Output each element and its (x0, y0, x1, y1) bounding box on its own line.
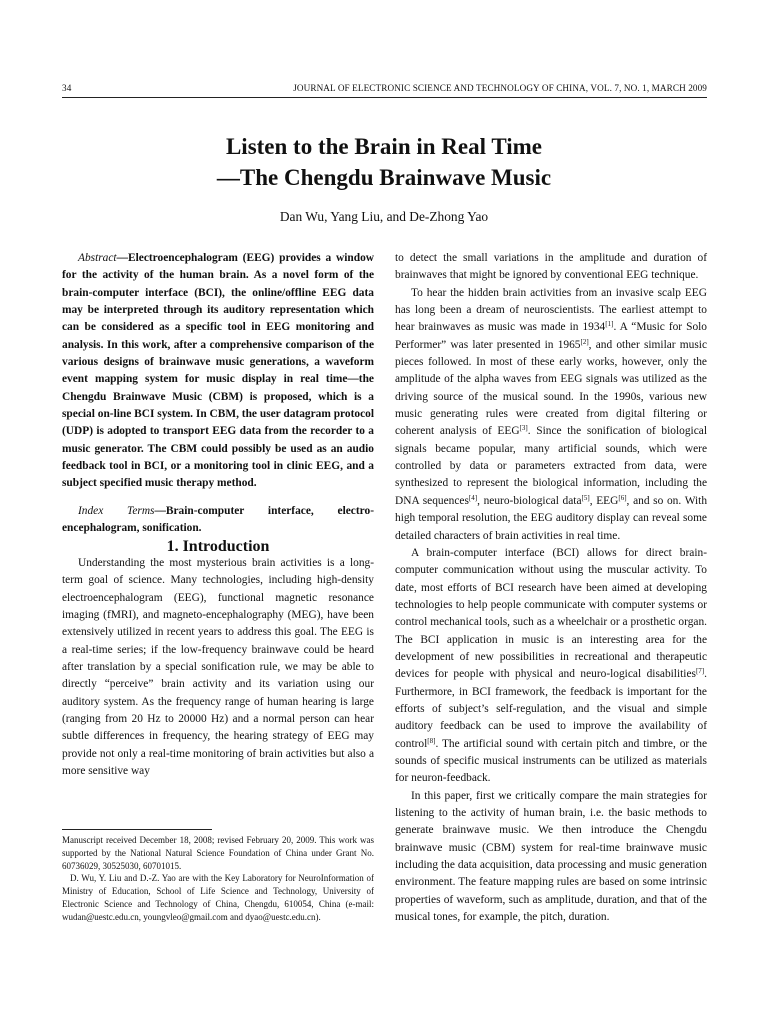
citation-ref: [1] (605, 320, 614, 329)
footnote-manuscript: Manuscript received December 18, 2008; revised February 20, 2009. This work was supported by the National Natural Science Foundation of China under Grant No. 60736029, 30525030, 60701015. (62, 835, 374, 871)
intro-paragraph-1: Understanding the most mysterious brain activities is a long-term goal of science. Many technologies, including high-density electroencephalogram (EEG), functional magnetic resonance imaging (fMRI), and magneto-encephalography (MEG), have been extensively utilized in recent years to address this goal. The EEG is a real-time series; if the low-frequency brainwave could be heard after translation by a special sonification rule, we may be able to directly “perceive” brain activity and its variation using our auditory system. As the frequency range of human hearing is large (ranging from 20 Hz to 20000 Hz) and a normal person can hear subtle differences in frequency, the hearing strategy of EEG may provide not only a real-time monitoring of brain activities but also a more sensitive way (62, 556, 374, 777)
text-span: . Since the sonification of biological signals became popular, many artificial sounds, which were controlled by data or parameters extracted from data, were synthesized to represent the biological information, including the DNA sequences (395, 425, 707, 507)
intro-paragraph-3 (395, 545, 707, 788)
footnote-rule (62, 829, 212, 830)
citation-ref: [5] (581, 493, 590, 502)
index-terms-label: Index Terms (78, 504, 155, 517)
footnote-affiliation: D. Wu, Y. Liu and D.-Z. Yao are with the Key Laboratory for NeuroInformation of Ministry of Education, School of Life Science and Technology, University of Electronic Science and Technology of China, Chengdu, 610054, China (e-mail: wudan@uestc.edu.cn, youngvleo@gmail.com and dyao@uestc.edu.cn). (62, 873, 374, 922)
journal-citation: JOURNAL OF ELECTRONIC SCIENCE AND TECHNOLOGY OF CHINA, VOL. 7, NO. 1, MARCH 2009 (293, 83, 707, 93)
text-span: . A “Music for Solo Performer” was later presented in 1965 (395, 321, 707, 351)
header-rule (62, 97, 707, 98)
text-span: To hear the hidden brain activities from an invasive scalp EEG has long been a dream of neuroscientists. The earliest attempt to hear brainwaves as music was made in 1934 (395, 286, 707, 334)
citation-ref: [8] (427, 736, 436, 745)
running-head (62, 83, 707, 95)
abstract-text: —Electroencephalogram (EEG) provides a window for the activity of the human brain. As a novel form of the brain-computer interface (BCI), the online/offline EEG data may be interpreted through its auditory representation which can be considered as a specific tool in EEG monitoring and analysis. In this work, after a comprehensive comparison of the various designs of brainwave music generations, a waveform event mapping system for music display in real time—the Chengdu Brainwave Music (CBM) is proposed, which is a special on-line BCI system. In CBM, the user datagram protocol (UDP) is adopted to transport EEG data from the recorder to a music generator. The CBM could possibly be used as an audio feedback tool in BCI, or a monitoring tool in clinic EEG, and a subject specified music therapy method. (62, 252, 374, 490)
section-heading-introduction: 1. Introduction (166, 537, 270, 555)
intro-paragraph-4: In this paper, first we critically compare the main strategies for listening to the activity of human brain, i.e. the basic methods to generate brainwave music. We then introduce the Chengdu brainwave music (CBM) system for real-time brainwave music including the data acquisition, data processing and music generation environment. The feature mapping rules are based on some intrinsic properties of waveform, such as amplitude, duration, and that of the musical tones, for example, the pitch, duration. (395, 789, 707, 924)
citation-ref: [2] (580, 337, 589, 346)
text-span: , neuro-biological data (477, 494, 582, 507)
abstract (62, 250, 374, 493)
citation-ref: [7] (695, 667, 705, 676)
abstract-label: Abstract (78, 252, 117, 264)
intro-paragraph-continued: to detect the small variations in the amplitude and duration of brainwaves that might be ignored by conventional EEG technique. (395, 252, 707, 282)
text-span: A brain-computer interface (BCI) allows for direct brain-computer communication without using the muscular activity. To date, most efforts of BCI research have been aimed at developing technologies to help people communicate with computer systems or control mechanical tools, such as a wheelchair or a prosthetic organ. The BCI application in music is an interesting area for the development of new possibilities in recreational and therapeutic devices for people with physical and neuro-logical disabilities (395, 546, 707, 681)
intro-paragraph-2 (395, 285, 707, 545)
text-span: , EEG (589, 494, 619, 507)
citation-ref: [3] (519, 424, 528, 433)
author-list: Dan Wu, Yang Liu, and De-Zhong Yao (279, 209, 489, 224)
index-terms-text: —Brain-computer interface, electro-encephalogram, sonification. (62, 504, 374, 535)
page-number: 34 (62, 83, 72, 93)
citation-ref: [6] (618, 493, 627, 502)
right-column (395, 250, 707, 926)
footnotes (62, 834, 374, 924)
left-column (62, 250, 374, 780)
paper-title-line-2: —The Chengdu Brainwave Music (216, 165, 552, 190)
citation-ref: [4] (468, 493, 478, 502)
paper-title-line-1: Listen to the Brain in Real Time (225, 134, 543, 159)
text-span: , and other similar music pieces followed. In most of these early works, however, only the amplitude of the alpha waves from EEG signals was utilized as the driving source of the musical sound. In the 1990s, various new music generating rules were created from digital filtering or coherent analysis of EEG (395, 338, 708, 438)
text-span: . Furthermore, in BCI framework, the feedback is important for the efforts of subject’s self-regulation, and the visual and simple auditory feedback can be used to improve the availability of control (395, 668, 707, 750)
text-span: . The artificial sound with certain pitch and timbre, or the sounds of specific musical instruments can be utilized as materials for neuron-feedback. (395, 737, 707, 785)
index-terms (62, 503, 374, 538)
text-span: , and so on. With high temporal resolution, the EEG auditory display can reveal some detailed characters of brain activities in real time. (395, 494, 708, 542)
